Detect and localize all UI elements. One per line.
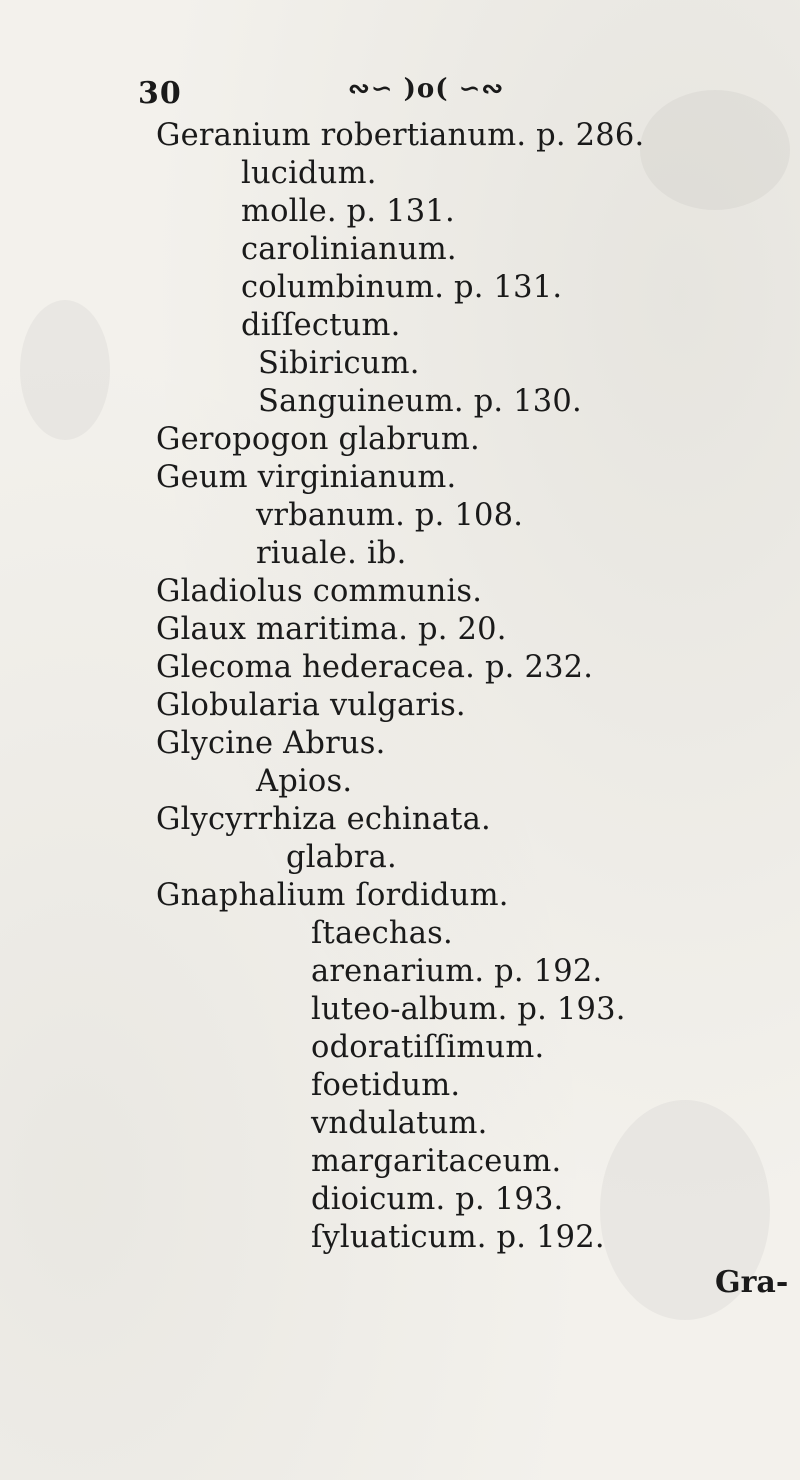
- index-entry: vndulatum.: [311, 1106, 488, 1141]
- index-entry: luteo-album. p. 193.: [311, 992, 626, 1027]
- index-entry: Glecoma hederacea. p. 232.: [156, 650, 594, 685]
- header-ornament: ∾∽ )o( ∽∾: [348, 74, 505, 104]
- page-header: [0, 72, 800, 112]
- index-entry: Sibiricum.: [258, 346, 420, 381]
- index-entry: vrbanum. p. 108.: [256, 498, 524, 533]
- index-entry: Sanguineum. p. 130.: [258, 384, 582, 419]
- index-entry: Glaux maritima. p. 20.: [156, 612, 507, 647]
- index-entry: Gnaphalium ſordidum.: [156, 878, 509, 913]
- index-entry: margaritaceum.: [311, 1144, 562, 1179]
- index-entry: odoratiſſimum.: [311, 1030, 545, 1065]
- index-entry: diſſectum.: [241, 308, 401, 343]
- index-entry: dioicum. p. 193.: [311, 1182, 564, 1217]
- index-entry: foetidum.: [311, 1068, 461, 1103]
- index-entry: molle. p. 131.: [241, 194, 455, 229]
- index-entry: Glycyrrhiza echinata.: [156, 802, 491, 837]
- index-entry: Glycine Abrus.: [156, 726, 386, 761]
- page-number: 30: [138, 76, 182, 111]
- catchword: Gra-: [715, 1265, 789, 1300]
- index-entry: columbinum. p. 131.: [241, 270, 563, 305]
- index-entry: Geum virginianum.: [156, 460, 457, 495]
- index-entry: ſyluaticum. p. 192.: [311, 1220, 605, 1255]
- index-entry: Apios.: [256, 764, 353, 799]
- index-entry: carolinianum.: [241, 232, 457, 267]
- page-stain: [20, 300, 110, 440]
- index-entry: glabra.: [286, 840, 397, 875]
- index-entry: arenarium. p. 192.: [311, 954, 603, 989]
- index-entry: riuale. ib.: [256, 536, 407, 571]
- index-entry: ſtaechas.: [311, 916, 453, 951]
- index-entry: lucidum.: [241, 156, 377, 191]
- index-entry: Globularia vulgaris.: [156, 688, 466, 723]
- index-entry: Geranium robertianum. p. 286.: [156, 118, 645, 153]
- index-entry: Gladiolus communis.: [156, 574, 483, 609]
- index-entry: Geropogon glabrum.: [156, 422, 480, 457]
